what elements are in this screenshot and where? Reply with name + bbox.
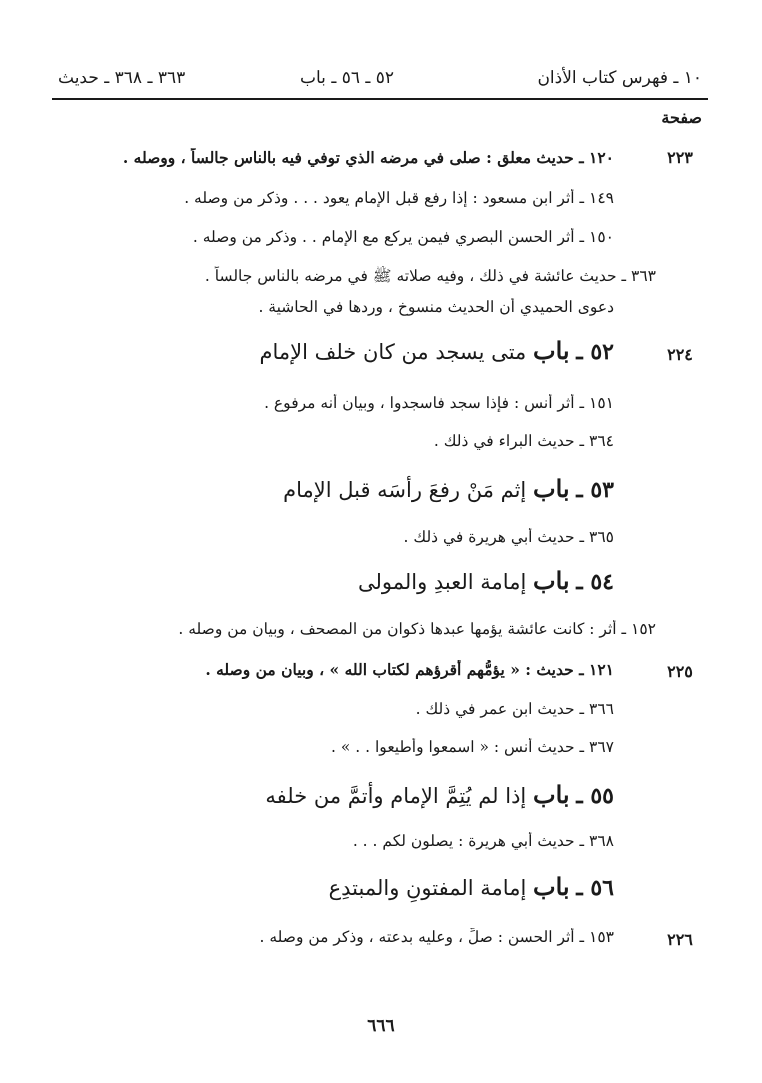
chapter-number: ٥٦ ـ xyxy=(576,875,614,901)
index-entry-366: ٣٦٦ ـ حديث ابن عمر في ذلك . xyxy=(415,700,614,718)
running-header-hadith-range: ٣٦٣ ـ ٣٦٨ ـ حديث xyxy=(58,68,186,88)
chapter-title: إمامة المفتونِ والمبتدِع xyxy=(328,876,527,900)
chapter-title: إثم مَنْ رفعَ رأسَه قبل الإمام xyxy=(283,478,527,502)
chapter-heading-53 xyxy=(40,474,614,503)
chapter-number: ٥٢ ـ xyxy=(576,339,614,365)
chapter-word: باب xyxy=(532,780,570,809)
chapter-heading-56 xyxy=(40,872,614,901)
chapter-word: باب xyxy=(532,336,570,365)
index-entry-151: ١٥١ ـ أثر أنس : فإذا سجد فاسجدوا ، وبيان أنه مرفوع . xyxy=(264,394,614,412)
running-header-chapters: ٥٢ ـ ٥٦ ـ باب xyxy=(300,68,395,88)
index-entry-note: دعوى الحميدي أن الحديث منسوخ ، وردها في الحاشية . xyxy=(258,298,614,316)
chapter-word: باب xyxy=(532,566,570,595)
chapter-heading-54 xyxy=(40,566,614,595)
page-ref-226: ٢٢٦ xyxy=(667,930,693,949)
index-entry-368: ٣٦٨ ـ حديث أبي هريرة : يصلون لكم . . . xyxy=(352,832,614,850)
index-entry-121: ١٢١ ـ حديث : « يؤمُّهم أقرؤهم لكتاب الله » ، وبيان من وصله . xyxy=(205,660,614,679)
chapter-heading-52 xyxy=(40,336,614,365)
index-entry-120: ١٢٠ ـ حديث معلق : صلى في مرضه الذي توفي فيه بالناس جالساً ، ووصله . xyxy=(122,148,614,167)
index-entry-367: ٣٦٧ ـ حديث أنس : « اسمعوا وأطيعوا . . » . xyxy=(331,738,614,756)
chapter-number: ٥٥ ـ xyxy=(576,783,614,809)
chapter-heading-55 xyxy=(40,780,614,809)
page-ref-223: ٢٢٣ xyxy=(667,148,693,167)
header-rule xyxy=(52,98,708,100)
chapter-title: إذا لم يُتِمَّ الإمام وأتمَّ من خلفه xyxy=(265,784,527,808)
chapter-title: متى يسجد من كان خلف الإمام xyxy=(259,340,527,364)
chapter-title: إمامة العبدِ والمولى xyxy=(357,570,527,594)
chapter-number: ٥٤ ـ xyxy=(576,569,614,595)
chapter-word: باب xyxy=(532,474,570,503)
page-number: ٦٦٦ xyxy=(367,1016,395,1036)
chapter-number: ٥٣ ـ xyxy=(576,477,614,503)
page-ref-224: ٢٢٤ xyxy=(667,345,693,364)
index-entry-365: ٣٦٥ ـ حديث أبي هريرة في ذلك . xyxy=(403,528,614,546)
index-entry-152: ١٥٢ ـ أثر : كانت عائشة يؤمها عبدها ذكوان من المصحف ، وبيان من وصله . xyxy=(178,620,656,638)
index-entry-150: ١٥٠ ـ أثر الحسن البصري فيمن يركع مع الإمام . . وذكر من وصله . xyxy=(192,228,614,246)
running-header-book-title: ١٠ ـ فهرس كتاب الأذان xyxy=(537,68,702,88)
index-entry-153: ١٥٣ ـ أثر الحسن : صلِّ ، وعليه بدعته ، وذكر من وصله . xyxy=(259,928,614,946)
page-ref-225: ٢٢٥ xyxy=(667,662,693,681)
index-entry-149: ١٤٩ ـ أثر ابن مسعود : إذا رفع قبل الإمام يعود . . . وذكر من وصله . xyxy=(184,189,614,207)
index-entry-364: ٣٦٤ ـ حديث البراء في ذلك . xyxy=(433,432,614,450)
page-column-heading: صفحة xyxy=(661,108,702,127)
index-entry-363: ٣٦٣ ـ حديث عائشة في ذلك ، وفيه صلاته ﷺ في مرضه بالناس جالساً . xyxy=(204,267,656,285)
chapter-word: باب xyxy=(532,872,570,901)
